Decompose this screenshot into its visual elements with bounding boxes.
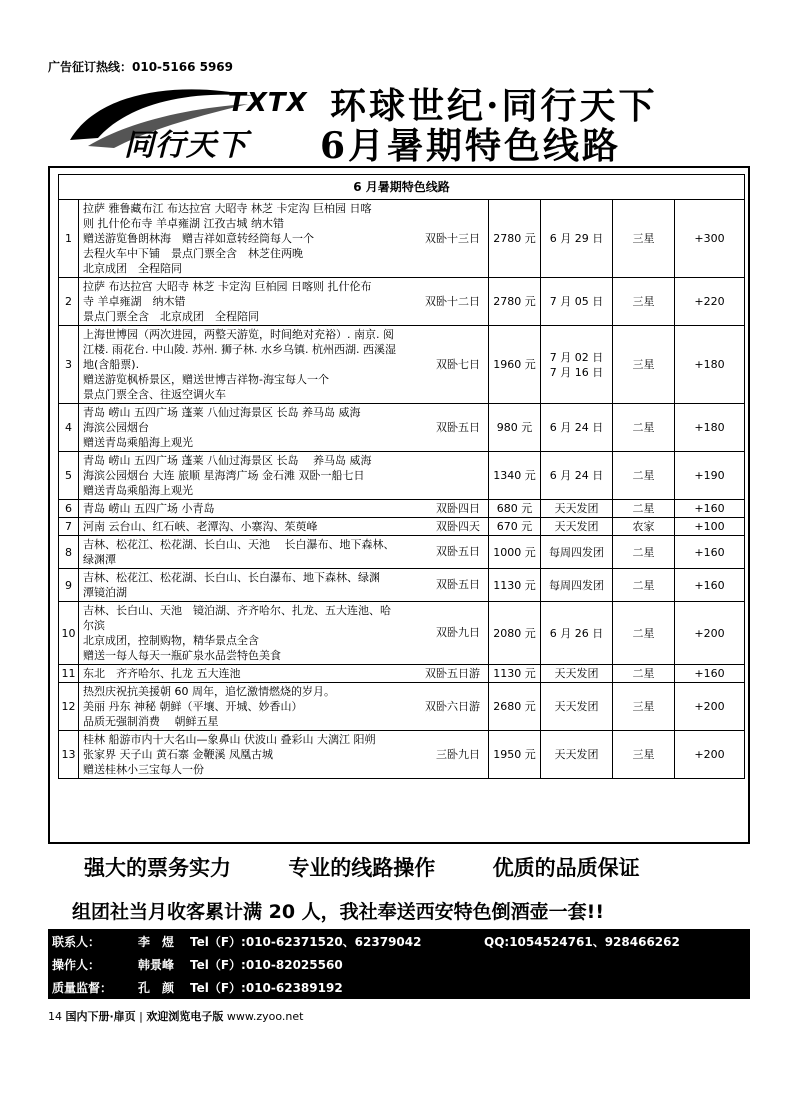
route-description [79, 452, 489, 500]
departure-date: 7 月 02 日 [549, 350, 604, 364]
contact-block [48, 929, 750, 999]
route-row [59, 326, 745, 404]
route-price: 670 元 [489, 518, 541, 536]
route-price: 1340 元 [489, 452, 541, 500]
route-line: 赠送青岛乘船海上观光 [83, 484, 193, 497]
route-price: 1130 元 [489, 569, 541, 602]
route-line: 潭镜泊湖 [83, 586, 127, 599]
route-hotel-grade: 二星 [613, 569, 675, 602]
page-footer: 14 国内下册·扉页 | 欢迎浏览电子版 www.zyoo.net [48, 1010, 304, 1023]
contact-tel: Tel（F）:010-62371520、62379042 [190, 935, 422, 949]
route-surcharge: +180 [675, 326, 745, 404]
route-description [79, 200, 489, 278]
route-price: 1960 元 [489, 326, 541, 404]
route-row [59, 404, 745, 452]
route-hotel-grade: 二星 [613, 536, 675, 569]
slogan-item: 专业的线路操作 [288, 856, 436, 880]
route-line: 赠送一每人每天一瓶矿泉水品尝特色美食 [83, 649, 281, 662]
banner-subtitle: 6月暑期特色线路 [320, 125, 622, 167]
route-hotel-grade: 二星 [613, 500, 675, 518]
route-description [79, 500, 489, 518]
hotline-text: 广告征订热线：010-5166 5969 [48, 60, 234, 74]
route-number: 10 [59, 602, 79, 665]
route-surcharge: +300 [675, 200, 745, 278]
route-departure [541, 200, 613, 278]
slogan-item: 强大的票务实力 [84, 856, 231, 880]
route-price: 2780 元 [489, 278, 541, 326]
contact-qq: QQ:1054524761、928466262 [484, 935, 680, 949]
route-description [79, 278, 489, 326]
route-hotel-grade: 三星 [613, 731, 675, 779]
route-line: 吉林、长白山、天池 镜泊湖、齐齐哈尔、扎龙、五大连池、哈 [83, 604, 391, 617]
route-duration: 双卧五日 [436, 578, 480, 591]
route-surcharge: +180 [675, 404, 745, 452]
route-line: 青岛 崂山 五四广场 小青岛 [83, 502, 215, 515]
route-hotel-grade: 二星 [613, 665, 675, 683]
route-surcharge: +160 [675, 665, 745, 683]
departure-date: 每周四发团 [549, 578, 604, 592]
route-line: 热烈庆祝抗美援朝 60 周年，追忆激情燃烧的岁月。 [83, 685, 335, 698]
route-number: 13 [59, 731, 79, 779]
route-row [59, 452, 745, 500]
logo-chinese: 同行天下 [124, 128, 248, 163]
route-description [79, 518, 489, 536]
route-line: 张家界 天子山 黄石寨 金鞭溪 凤凰古城 [83, 748, 273, 761]
route-line: 吉林、松花江、松花湖、长白山、长白瀑布、地下森林、绿渊 [83, 571, 380, 584]
route-duration: 双卧十二日 [425, 294, 480, 308]
route-line: 江楼. 雨花台. 中山陵. 苏州. 狮子林. 水乡乌镇. 杭州西湖. 西溪湿 [83, 343, 396, 356]
route-hotel-grade: 二星 [613, 452, 675, 500]
route-line: 尔滨 [83, 619, 105, 632]
route-description [79, 536, 489, 569]
route-duration: 双卧六日游 [425, 699, 480, 713]
route-hotel-grade: 三星 [613, 200, 675, 278]
route-line: 去程火车中下铺 景点门票全含 林芝住两晚 [83, 247, 303, 260]
table-header: 6 月暑期特色线路 [59, 175, 745, 200]
route-line: 景点门票全含、往返空调火车 [83, 388, 226, 401]
route-row [59, 731, 745, 779]
route-hotel-grade: 农家 [613, 518, 675, 536]
route-description [79, 326, 489, 404]
route-duration: 双卧四天 [436, 519, 480, 533]
route-line: 景点门票全含 北京成团 全程陪同 [83, 310, 259, 323]
contact-name: 韩景峰 [138, 958, 175, 972]
departure-date: 天天发团 [554, 700, 599, 713]
route-duration: 双卧七日 [436, 357, 480, 371]
contact-name: 李 煜 [138, 935, 175, 949]
route-departure [541, 665, 613, 683]
route-description [79, 404, 489, 452]
route-departure [541, 404, 613, 452]
route-number: 5 [59, 452, 79, 500]
route-number: 9 [59, 569, 79, 602]
route-duration: 双卧四日 [436, 501, 480, 515]
route-price: 2080 元 [489, 602, 541, 665]
route-surcharge: +160 [675, 500, 745, 518]
route-row [59, 500, 745, 518]
route-line: 上海世博园（两次进园，两整天游览，时间绝对充裕）. 南京. 阅 [83, 328, 394, 341]
route-surcharge: +160 [675, 569, 745, 602]
route-row [59, 278, 745, 326]
route-price: 980 元 [489, 404, 541, 452]
route-number: 1 [59, 200, 79, 278]
contact-tel: Tel（F）:010-62389192 [190, 981, 343, 995]
route-hotel-grade: 二星 [613, 602, 675, 665]
route-description [79, 665, 489, 683]
page-number: 14 [48, 1010, 62, 1023]
route-hotel-grade: 二星 [613, 404, 675, 452]
contact-name: 孔 颜 [138, 981, 175, 995]
contact-tel: Tel（F）:010-82025560 [190, 958, 343, 972]
logo-english: TXTX [228, 88, 308, 118]
route-line: 地(含船票). [83, 358, 140, 371]
departure-date: 6 月 26 日 [549, 626, 604, 640]
route-line: 绿渊潭 [83, 553, 116, 566]
route-description [79, 602, 489, 665]
contact-row [52, 933, 421, 950]
routes-table [58, 174, 745, 779]
route-surcharge: +200 [675, 731, 745, 779]
route-description [79, 569, 489, 602]
route-line: 吉林、松花江、松花湖、长白山、天池 长白瀑布、地下森林、 [83, 538, 395, 551]
departure-date: 天天发团 [554, 667, 599, 680]
route-departure [541, 500, 613, 518]
route-departure [541, 536, 613, 569]
route-departure [541, 326, 613, 404]
departure-date: 6 月 24 日 [549, 469, 604, 482]
route-surcharge: +200 [675, 602, 745, 665]
route-departure [541, 518, 613, 536]
route-surcharge: +220 [675, 278, 745, 326]
route-line: 桂林 船游市内十大名山—象鼻山 伏波山 叠彩山 大漓江 阳朔 [83, 733, 376, 746]
route-departure [541, 569, 613, 602]
route-hotel-grade: 三星 [613, 326, 675, 404]
route-departure [541, 278, 613, 326]
route-duration: 双卧九日 [436, 626, 480, 639]
route-departure [541, 602, 613, 665]
route-number: 8 [59, 536, 79, 569]
route-duration: 三卧九日 [436, 747, 480, 761]
contact-row [52, 956, 343, 973]
route-line: 美丽 丹东 神秘 朝鲜（平壤、开城、妙香山） [83, 700, 303, 713]
route-line: 东北 齐齐哈尔、扎龙 五大连池 [83, 667, 241, 680]
departure-date: 7 月 16 日 [549, 365, 604, 379]
route-number: 2 [59, 278, 79, 326]
route-duration: 双卧五日 [436, 420, 480, 434]
route-line: 赠送桂林小三宝每人一份 [83, 763, 204, 776]
route-hotel-grade: 三星 [613, 683, 675, 731]
route-price: 2680 元 [489, 683, 541, 731]
route-surcharge: +190 [675, 452, 745, 500]
route-row [59, 200, 745, 278]
footer-note: 欢迎浏览电子版 [146, 1010, 224, 1023]
route-number: 4 [59, 404, 79, 452]
route-line: 赠送青岛乘船海上观光 [83, 436, 193, 449]
slogan-item: 优质的品质保证 [492, 856, 640, 880]
route-number: 7 [59, 518, 79, 536]
route-number: 11 [59, 665, 79, 683]
contact-label: 操作人： [52, 958, 101, 972]
route-line: 青岛 崂山 五四广场 蓬莱 八仙过海景区 长岛 养马岛 威海 [83, 406, 361, 419]
route-line: 河南 云台山、红石峡、老潭沟、小寨沟、茱萸峰 [83, 520, 318, 533]
route-row [59, 536, 745, 569]
route-duration: 双卧五日游 [425, 666, 480, 680]
route-description [79, 731, 489, 779]
route-price: 680 元 [489, 500, 541, 518]
routes-table-frame [48, 166, 750, 844]
departure-date: 天天发团 [554, 748, 599, 761]
route-line: 北京成团 全程陪同 [83, 262, 182, 275]
route-number: 6 [59, 500, 79, 518]
footer-link[interactable]: www.zyoo.net [226, 1010, 304, 1023]
table-header-row [59, 175, 745, 200]
banner-title: 环球世纪·同行天下 [330, 85, 658, 127]
departure-date: 7 月 05 日 [549, 295, 604, 308]
route-departure [541, 452, 613, 500]
route-description [79, 683, 489, 731]
route-line: 赠送游览枫桥景区，赠送世博吉祥物-海宝每人一个 [83, 373, 329, 386]
contact-label: 质量监督： [52, 981, 113, 995]
route-line: 北京成团，控制购物，精华景点全含 [83, 634, 259, 647]
route-price: 1950 元 [489, 731, 541, 779]
route-line: 拉萨 雅鲁藏布江 布达拉宫 大昭寺 林芝 卡定沟 巨柏园 日喀 [83, 202, 372, 215]
route-row [59, 569, 745, 602]
contact-label: 联系人： [52, 935, 101, 949]
slogan-bar [84, 852, 690, 882]
departure-date: 每周四发团 [549, 545, 604, 559]
route-row [59, 683, 745, 731]
route-surcharge: +160 [675, 536, 745, 569]
route-hotel-grade: 三星 [613, 278, 675, 326]
route-duration: 双卧五日 [436, 545, 480, 558]
route-departure [541, 683, 613, 731]
route-line: 青岛 崂山 五四广场 蓬莱 八仙过海景区 长岛 养马岛 威海 [83, 454, 372, 467]
route-number: 3 [59, 326, 79, 404]
departure-date: 6 月 29 日 [549, 232, 604, 245]
departure-date: 6 月 24 日 [549, 421, 604, 434]
route-row [59, 518, 745, 536]
route-price: 1000 元 [489, 536, 541, 569]
route-number: 12 [59, 683, 79, 731]
departure-date: 天天发团 [554, 502, 599, 515]
header-banner [58, 78, 748, 167]
route-line: 品质无强制消费 朝鲜五星 [83, 715, 219, 728]
route-line: 拉萨 布达拉宫 大昭寺 林芝 卡定沟 巨柏园 日喀则 扎什伦布 [83, 280, 372, 293]
route-line: 则 扎什伦布寺 羊卓雍湖 江孜古城 纳木错 [83, 217, 284, 230]
promo-text: 组团社当月收客累计满 20 人，我社奉送西安特色倒酒壶一套!! [72, 901, 605, 923]
route-line: 寺 羊卓雍湖 纳木错 [83, 295, 186, 308]
route-row [59, 602, 745, 665]
route-departure [541, 731, 613, 779]
route-price: 2780 元 [489, 200, 541, 278]
route-line: 海滨公园烟台 大连 旅顺 星海湾广场 金石滩 双卧一船七日 [83, 469, 365, 482]
route-row [59, 665, 745, 683]
departure-date: 天天发团 [554, 520, 599, 533]
contact-row [52, 979, 343, 996]
route-surcharge: +100 [675, 518, 745, 536]
route-duration: 双卧十三日 [425, 231, 480, 245]
footer-section: 国内下册·扉页 [65, 1010, 136, 1023]
route-line: 海滨公园烟台 [83, 421, 149, 434]
route-line: 赠送游览鲁朗林海 赠吉祥如意转经筒每人一个 [83, 232, 314, 245]
route-price: 1130 元 [489, 665, 541, 683]
route-surcharge: +200 [675, 683, 745, 731]
